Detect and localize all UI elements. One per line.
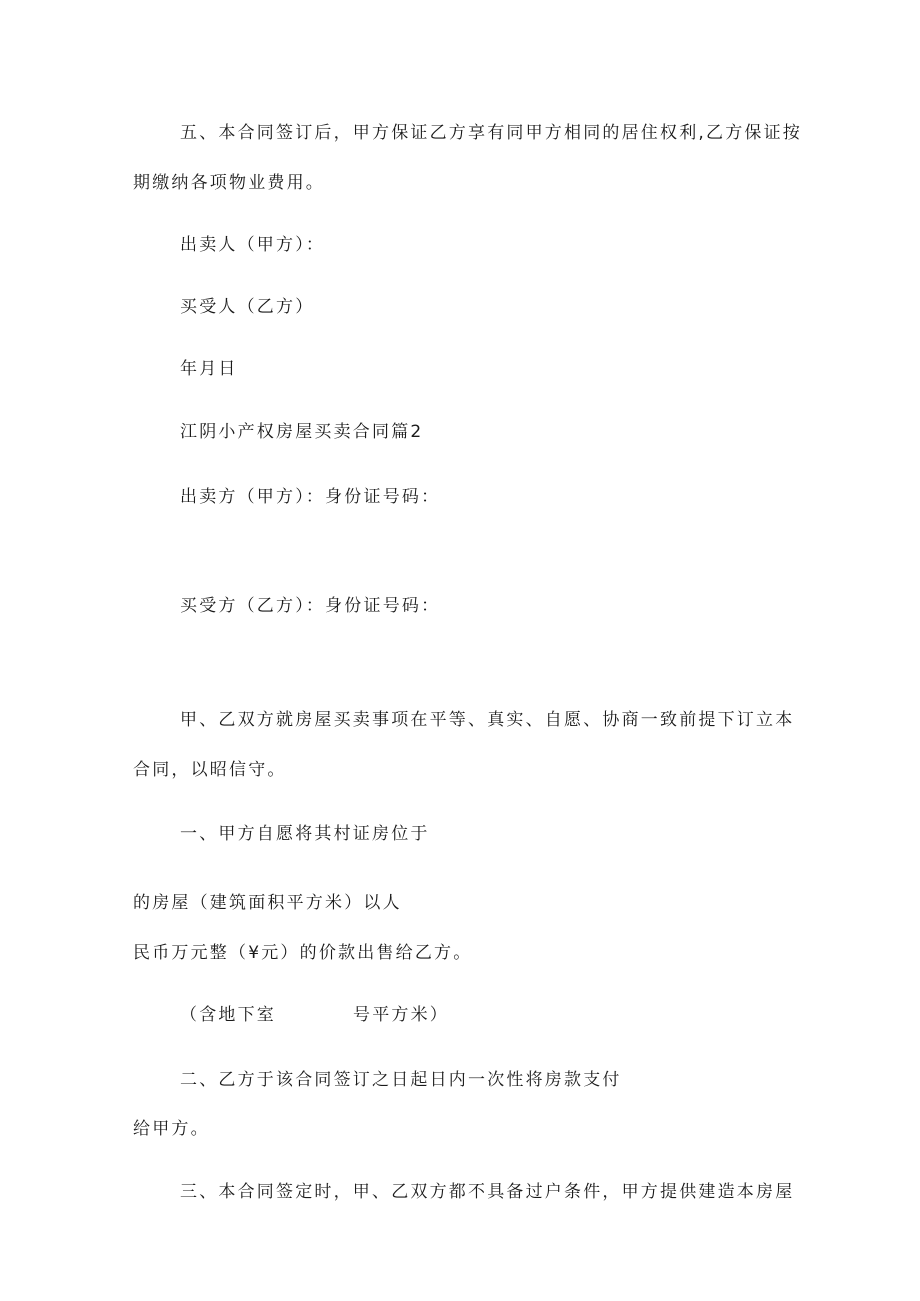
basement-note-right: 号平方米） [353,1005,449,1025]
buyer-signature-label: 买受人（乙方） [180,297,315,317]
clause-3-line-1: 三、本合同签定时，甲、乙双方都不具备过户条件，甲方提供建造本房屋 [180,1182,795,1202]
paragraph-5-line-1: 五、本合同签订后，甲方保证乙方享有同甲方相同的居住权利,乙方保证按 [180,123,803,143]
seller-id-line: 出卖方（甲方）：身份证号码： [180,487,441,507]
basement-note-left: （含地下室 [180,1005,276,1025]
clause-1-line-1: 一、甲方自愿将其村证房位于 [180,824,430,844]
buyer-id-line: 买受方（乙方）：身份证号码： [180,596,441,616]
clause-1-line-2: 的房屋（建筑面积平方米）以人 [133,893,402,913]
date-label: 年月日 [180,359,238,379]
clause-2-line-1: 二、乙方于该合同签订之日起日内一次性将房款支付 [180,1070,622,1090]
paragraph-5-line-2: 期缴纳各项物业费用。 [133,173,325,193]
section-heading: 江阴小产权房屋买卖合同篇2 [180,422,424,442]
clause-2-line-2: 给甲方。 [133,1119,210,1139]
clause-1-line-3: 民币万元整（¥元）的价款出售给乙方。 [133,943,473,963]
seller-signature-label: 出卖人（甲方）： [180,235,326,255]
preamble-line-1: 甲、乙双方就房屋买卖事项在平等、真实、自愿、协商一致前提下订立本 [180,710,795,730]
preamble-line-2: 合同，以昭信守。 [133,760,287,780]
